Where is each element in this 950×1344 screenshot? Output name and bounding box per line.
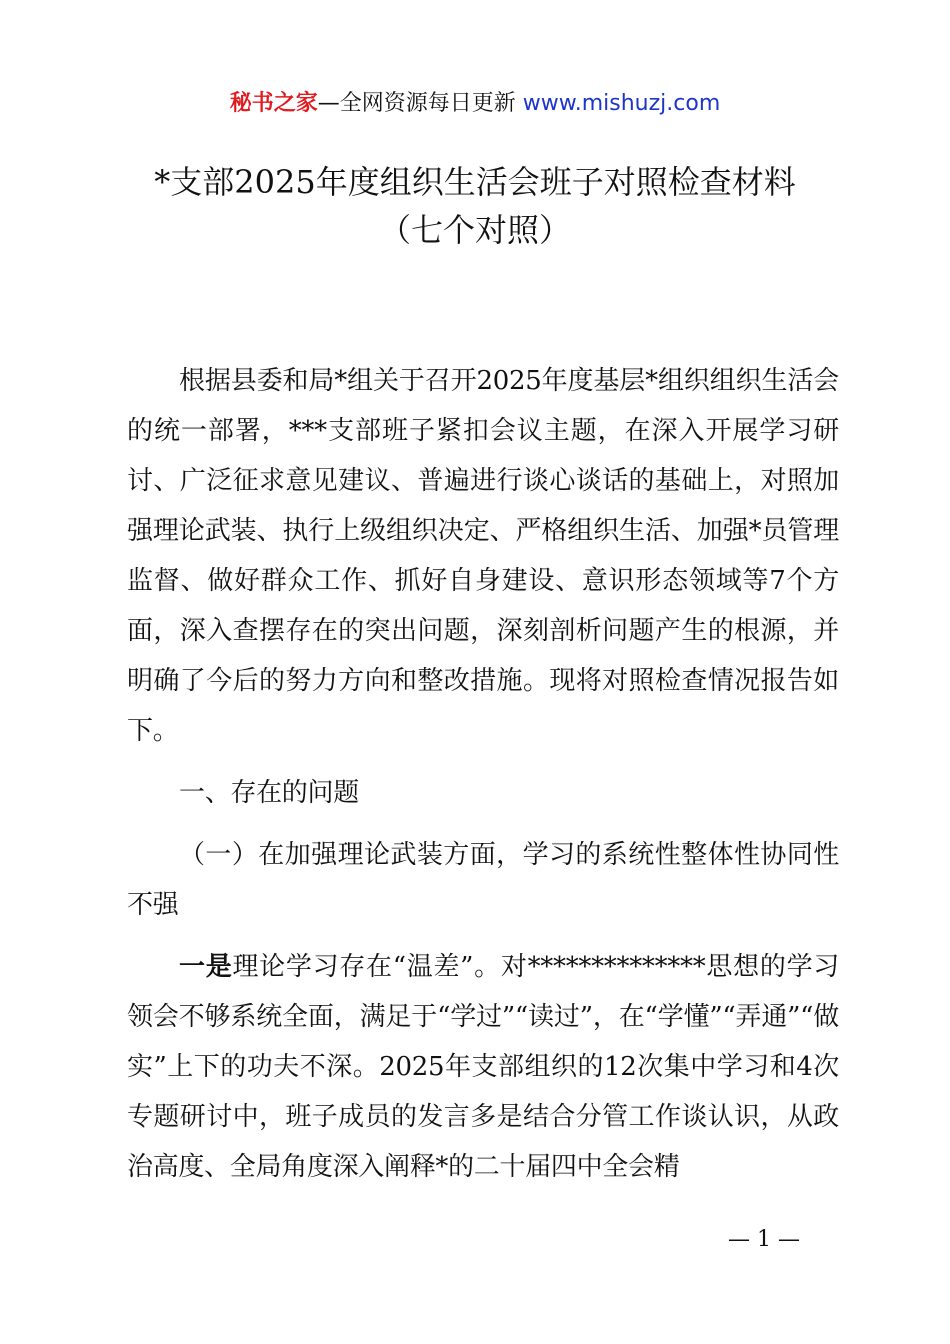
site-url-link[interactable]: www.mishuzj.com [522, 91, 721, 116]
point-text: 理论学习存在“温差”。对**************思想的学习领会不够系统全面，满足于“学过”“读过”，在“学懂”“弄通”“做实”上下的功夫不深。2025年支部组织的12次集中学习和4次专题研讨中，班子成员的发言多是结合分管工作谈认识，从政治高度、全局角度深入阐释*的二十届四中全会精 [127, 952, 839, 1182]
document-body [127, 356, 839, 1192]
site-header [0, 86, 950, 122]
page-number: — 1 — [728, 1227, 800, 1252]
point-label: 一是 [179, 952, 233, 982]
header-slogan: —全网资源每日更新 [317, 91, 523, 116]
title-line-2: （七个对照） [378, 211, 571, 249]
point-paragraph-1 [127, 942, 839, 1192]
section-heading-1: 一、存在的问题 [179, 778, 359, 808]
document-title [0, 158, 950, 254]
intro-paragraph: 根据县委和局*组关于召开2025年度基层*组织组织生活会的统一部署，***支部班子紧扣会议主题，在深入开展学习研讨、广泛征求意见建议、普遍进行谈心谈话的基础上，对照加强理论武装、执行上级组织决定、严格组织生活、加强*员管理监督、做好群众工作、抓好自身建设、意识形态领域等7个方面，深入查摆存在的突出问题，深刻剖析问题产生的根源，并明确了今后的努力方向和整改措施。现将对照检查情况报告如下。 [127, 366, 839, 746]
brand-name: 秘书之家 [229, 91, 318, 116]
subsection-heading-1: （一）在加强理论武装方面，学习的系统性整体性协同性不强 [127, 840, 839, 920]
title-line-1: *支部2025年度组织生活会班子对照检查材料 [154, 163, 796, 201]
